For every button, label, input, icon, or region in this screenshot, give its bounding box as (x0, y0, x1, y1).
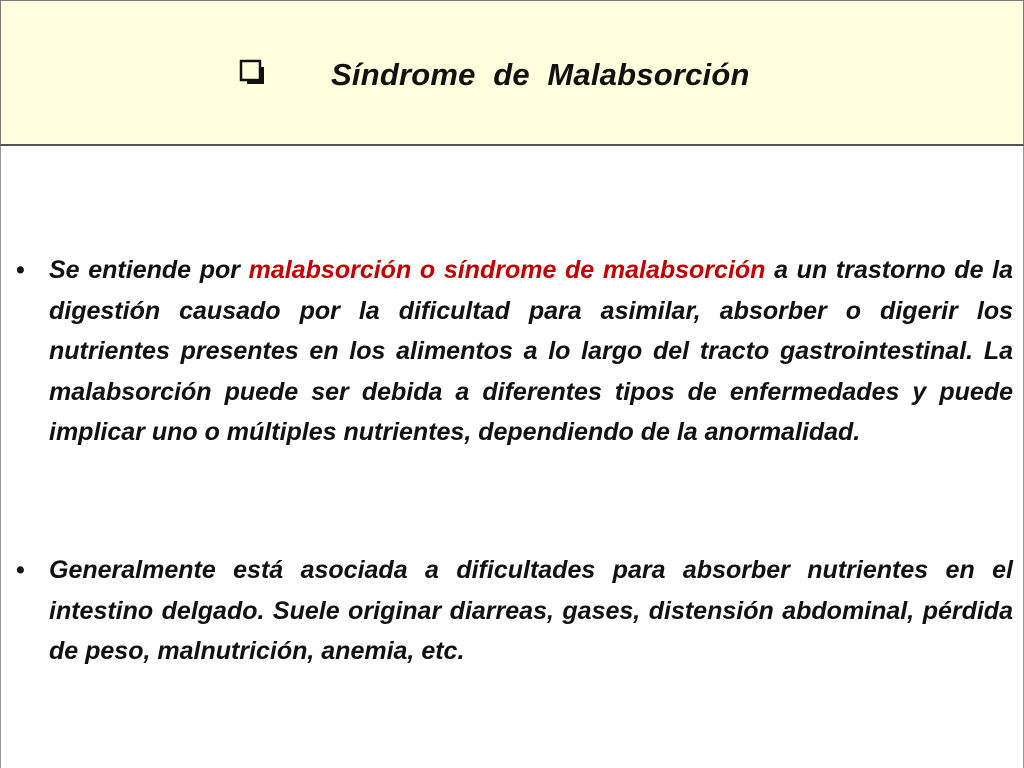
highlighted-term: malabsorción o síndrome de malabsorción (248, 256, 766, 284)
checkbox-square-icon (239, 59, 265, 85)
bullet-rest-text: a un trastorno de la digestión causado por la dificultad para asimilar, absorber o digerir los nutrientes presentes en los alimentos a lo largo del tracto gastrointestinal. La malabsorción puede ser debida a diferentes tipos de enfermedades y puede implicar uno o múltiples nutrientes, dependiendo de la anormalidad. (49, 256, 1013, 446)
content-area (0, 146, 1024, 768)
bullet-dot: • (16, 256, 25, 284)
bullet-item (16, 250, 1013, 453)
slide-title: Síndrome de Malabsorción (331, 57, 750, 92)
bullet-text: Generalmente está asociada a dificultades para absorber nutrientes en el intestino delgado. Suele originar diarreas, gases, distensión abdominal, pérdida de peso, malnutrición, anemia, etc. (49, 556, 1013, 665)
title-band (0, 0, 1024, 146)
bullet-dot: • (16, 556, 25, 584)
bullet-lead-text: Se entiende por (49, 256, 249, 284)
bullet-item (16, 550, 1013, 672)
